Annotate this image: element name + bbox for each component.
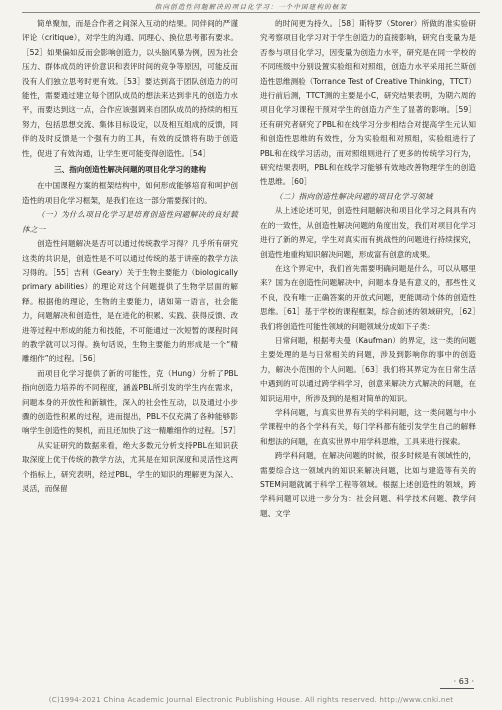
page-number: · 63 · <box>453 677 474 686</box>
paragraph: 日常问题，根据考夫曼（Kaufman）的界定，这一类的问题主要处理的是与日常相关的问题，涉及到影响你的事中的创造力，解决小范围的个人问题。［63］我们将其界定为在日常生活中遇到的可以通过跨学科学习，创意来解决方式解决的问题，在知识运用中，所涉及到的是相对简单的知识。 <box>260 335 476 403</box>
header-rule <box>22 12 480 13</box>
section-heading: 三、指向创造性解决问题的项目化学习的建构 <box>54 165 206 175</box>
paragraph: 而项目化学习提供了新的可能性，克（Hung）分析了PBL指向创造力培养的不同程度，涵盖PBL所引发的学生内在需求，问题本身的开放性和新颖性，深入的社会性互动，以及通过小步骤的创造性积累的过程，进而提出，PBL不仅充满了各种能够影响学生创造性的契机，而且还加快了这一精雕细作的过程。［57］ <box>22 368 241 436</box>
paragraph: 从上述论述可见，创造性问题解决和项目化学习之间具有内在的一致性，从创造性解决问题的角度出发，我们对项目化学习进行了新的界定，学生对真实而有挑战性的问题进行持续探究，创造性地重构知识解决问题，形成富有创意的成果。 <box>260 206 476 259</box>
copyright-line: (C)1994-2021 China Academic Journal Electronic Publishing House. All rights reserved. http://www.cnki.net <box>48 695 454 704</box>
paragraph: 学科问题，与真实世界有关的学科问题，这一类问题与中小学课程中的各个学科有关，每门学科都有能引发学生自己的解释和想法的问题，在真实世界中用学科思维，工具来进行探索。 <box>260 407 476 446</box>
paragraph: 跨学科问题，在解决问题的时候，很多时候是有领域性的，需要综合这一领域内的知识来解决问题，比如与建造等有关的STEM问题就属于科学工程等领域。根据上述创造性的领域，跨学科问题可以进一步分为：社会问题、科学技术问题、教学问题、文学 <box>260 451 476 518</box>
subsection-heading: （一）为什么项目化学习是培育创造性问题解决的良好载体之一 <box>22 210 238 234</box>
paragraph: 在这个界定中，我们首先需要明确问题是什么，可以从哪里来？国为在创造性问题解决中，问题本身是有意义的，那些性义不良，没有唯一正确答案的开放式问题，更能调动个体的创造性思维。［61］基于学校的课程框架，综合前述的领域研究，［62］我们将创造性可能性领域的问题领域分成如下子类： <box>260 263 476 331</box>
paragraph: 简单聚加，而是合作者之间深入互动的结果。同伴间的严谨评论（critique），对学生的沟通、同理心、换位思考都有要求。［52］如果偏如反而会影响创造力，以头脑风暴为例，因为社会压力、群体成员的评价意识和表评时间的竞争等原因，可能反而没有人们独立思考时更有效。［53］要达到高于团队创造力的可能性，需要通过建立每个团队成员的想法来达到非凡的创造力水平，而要达到这一点，合作应该强调来自团队成员的持续的相互努力，包括思想交流、集体目标设定，以及相互组成的反馈，同伴的及时反馈是一个强有力的工具，有效的反馈将有助于创造性，促进了有效沟通，让学生更可能变得创造性。［54］ <box>22 19 238 158</box>
subsection-heading: （二）指向创造性解决问题的项目化学习领域 <box>275 191 433 201</box>
paragraph: 从实证研究的数据来看，绝大多数元分析支持PBL在知识获取深度上优于传统的教学方法，尤其是在知识深度和灵活性这两个指标上，研究表明，经过PBL，学生的知识的理解更为深入、灵活，而保留 <box>22 440 238 493</box>
running-header: 指向创造性问题解决的项目化学习：一个中国建构的框架 <box>154 3 348 11</box>
right-column <box>260 17 476 521</box>
footer-rule <box>440 688 474 689</box>
paragraph: 的时间更为持久。［58］斯特罗（Storer）所做的准实验研究考察项目化学习对于学生创造力的直接影响，研究自变量为是否参与项目化学习，因变量为创造力水平，研究是在同一学校的不同班级中分别设置实验组和对照组，创造力水平采用托兰斯创造性思维测验（Torrance Test of Creative Thinking，TTCT）进行前后测，TTCT测的主要是小C，研究结果表明，为期六周的项目化学习课程干预对学生的创造力产生了显著的影响。［59］还有研究者研究了PBL和在线学习分步相结合对提高学生元认知和创造性思维的有效性，分为实验组和对照组，实验组进行了PBL和在线学习活动，而对照组则进行了更多的传统学习行为，研究结果表明，PBL和在线学习能够有效地改善物理学生的创造性思维。［60］ <box>260 19 476 187</box>
paragraph: 在中国课程方案的框架结构中，如何形成能够培育和呵护创造性的项目化学习框架，是我们在这一部分需要探讨的。 <box>22 181 238 205</box>
left-column <box>22 17 241 496</box>
paragraph: 创造性问题解决是否可以通过传统教学习得？几乎所有研究这类的共识是，创造性是不可以通过传统的基于讲座的教学方法习得的。［55］吉利（Geary）关于生物主要能力（biologically primary abilities）的理论对这个问题提供了生物学层面的解释。根据他的理论，生物的主要能力，诸如第一语言，社会能力，问题解决和创造性，是在进化的积累、实践、获得反馈、改进等过程中形成的能力和技能，不可能通过一次短暂的课程时间的教学就可以习得。换句话说，生物主要能力的形成是一个“精雕细作”的过程。［56］ <box>22 239 238 364</box>
